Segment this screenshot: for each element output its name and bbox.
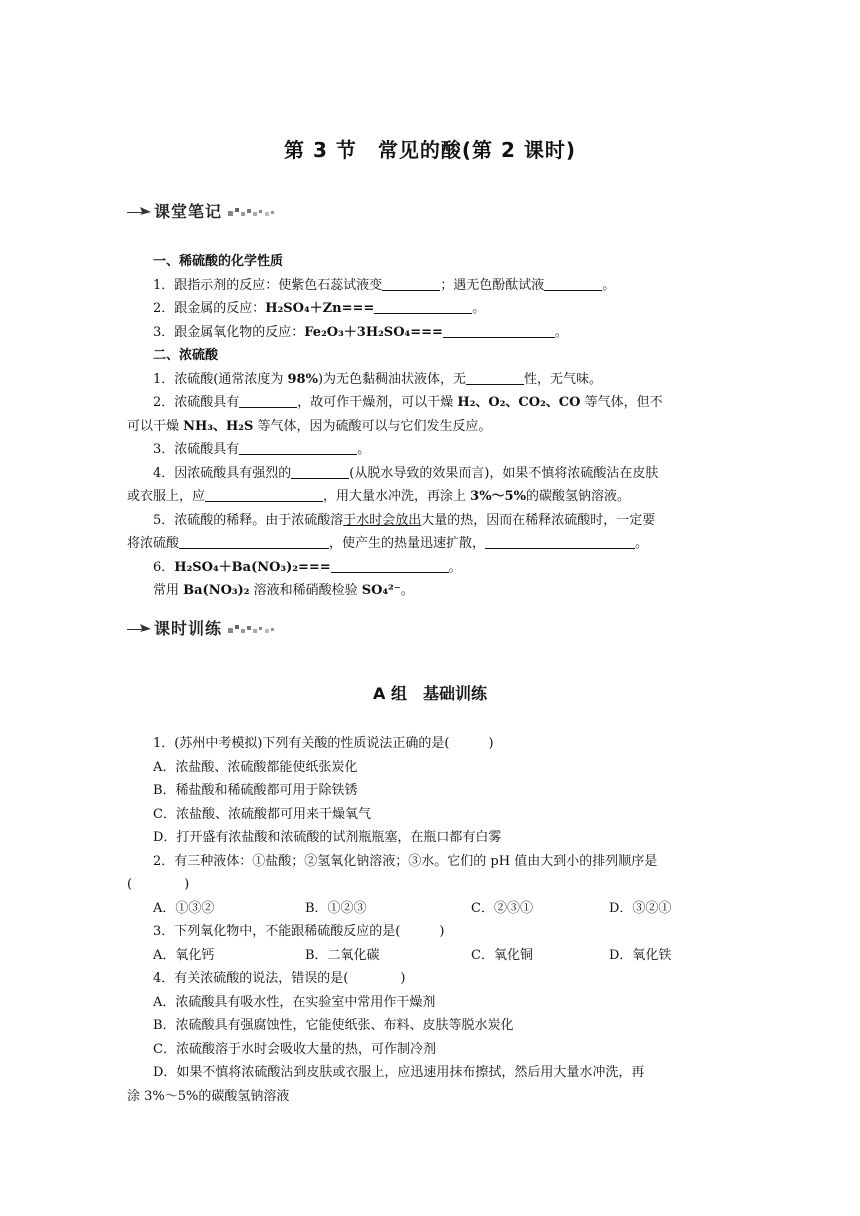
fill-blank[interactable] — [239, 392, 297, 408]
text: H₂、O₂、CO₂、CO — [457, 395, 581, 410]
text: 于水时会放出 — [343, 512, 422, 528]
text: 6． — [153, 559, 175, 575]
fill-blank[interactable] — [179, 533, 329, 549]
fill-blank[interactable] — [291, 463, 349, 479]
option-c[interactable]: C．浓盐酸、浓硫酸都可用来干燥氧气 — [153, 806, 371, 822]
fill-blank[interactable] — [466, 369, 524, 385]
arrow-icon — [126, 204, 152, 216]
text: 可以干燥 — [127, 418, 184, 434]
conc-5 — [127, 509, 737, 533]
text: 将浓硫酸 — [127, 536, 180, 551]
conc-2-cont — [127, 415, 737, 439]
fill-blank[interactable] — [331, 557, 449, 573]
fill-blank[interactable] — [544, 275, 602, 291]
equation: H₂SO₄＋Ba(NO₃)₂=== — [174, 559, 331, 575]
option-d[interactable]: D．氧化铁 — [609, 947, 672, 963]
option-c[interactable]: C．氧化铜 — [471, 947, 533, 963]
arrow-icon — [126, 621, 152, 633]
group-title: A 组 基础训练 — [373, 684, 487, 703]
fill-blank[interactable] — [443, 322, 555, 338]
option-a[interactable]: A．浓盐酸、浓硫酸都能使纸张炭化 — [153, 759, 358, 775]
text: NH₃、H₂S — [183, 418, 254, 434]
text: 3．跟金属氧化物的反应： — [153, 324, 305, 340]
class-notes — [127, 250, 737, 603]
text: ；遇无色酚酞试液 — [440, 277, 545, 293]
option-d[interactable]: D．③②① — [609, 900, 672, 916]
text: 性，无气味。 — [524, 371, 603, 387]
text: 。 — [602, 277, 616, 293]
text: 。 — [472, 301, 486, 316]
text: 等气体，但不 — [580, 395, 663, 410]
question-3: 3．下列氧化物中，不能跟稀硫酸反应的是( ) — [153, 924, 445, 939]
answer-paren: ( ) — [127, 877, 190, 892]
section-banner-notes — [126, 199, 276, 221]
text: 的碳酸氢钠溶液。 — [525, 489, 630, 504]
fill-blank[interactable] — [382, 275, 440, 291]
question-1: 1．(苏州中考模拟)下列有关酸的性质说法正确的是( ) — [153, 736, 494, 751]
option-b[interactable]: B．二氧化碳 — [305, 947, 380, 963]
option-d[interactable]: D．打开盛有浓盐酸和浓硫酸的试剂瓶瓶塞，在瓶口都有白雾 — [153, 830, 502, 845]
text: (从脱水导致的效果而言)，如果不慎将浓硫酸沾在皮肤 — [349, 465, 659, 481]
text: 。 — [357, 442, 371, 457]
fill-blank[interactable] — [374, 298, 472, 314]
conc-7 — [127, 579, 737, 603]
option-b[interactable]: B．①②③ — [305, 900, 367, 916]
note-2 — [127, 297, 737, 321]
notes-heading-dilute: 一、稀硫酸的化学性质 — [153, 254, 284, 269]
options-row — [127, 897, 737, 921]
option-a[interactable]: A．氧化钙 — [153, 947, 215, 963]
equation: H₂SO₄＋Zn=== — [265, 301, 375, 316]
conc-5-cont — [127, 532, 737, 556]
banner-label: 课时训练 — [154, 618, 223, 638]
option-b[interactable]: B．稀盐酸和稀硫酸都可用于除铁锈 — [153, 783, 358, 798]
fill-blank[interactable] — [239, 439, 357, 455]
text: 溶液和稀硝酸检验 — [249, 583, 362, 598]
text: 2．浓硫酸具有 — [153, 395, 240, 410]
equation: Fe₂O₃＋3H₂SO₄=== — [304, 324, 443, 340]
text: 2．跟金属的反应： — [153, 301, 266, 316]
text: SO₄²⁻ — [361, 583, 401, 598]
fill-blank[interactable] — [485, 533, 635, 549]
option-a[interactable]: A．浓硫酸具有吸水性，在实验室中常用作干燥剂 — [153, 994, 436, 1010]
text: 或衣服上，应 — [127, 489, 206, 504]
fill-blank[interactable] — [205, 486, 323, 502]
conc-4 — [127, 462, 737, 486]
option-c[interactable]: C．②③① — [471, 900, 533, 916]
text: )为无色黏稠油状液体，无 — [317, 371, 467, 387]
text: 。 — [448, 559, 462, 575]
dots-decoration-icon — [228, 620, 276, 634]
note-1 — [127, 274, 737, 298]
text: ，使产生的热量迅速扩散， — [329, 536, 486, 551]
conc-1 — [127, 368, 737, 392]
question-4: 4．有关浓硫酸的说法，错误的是( ) — [153, 971, 406, 986]
banner-label: 课堂笔记 — [154, 201, 223, 221]
conc-3 — [127, 438, 737, 462]
text: Ba(NO₃)₂ — [183, 583, 250, 598]
text: 1．浓硫酸(通常浓度为 — [153, 371, 288, 387]
conc-4-cont — [127, 485, 737, 509]
text: 常用 — [153, 583, 184, 598]
note-3 — [127, 321, 737, 345]
text: 大量的热，因而在稀释浓硫酸时，一定要 — [421, 512, 656, 528]
question-list — [127, 732, 737, 1108]
text: 5．浓硫酸的稀释。由于浓硫酸溶 — [153, 512, 344, 528]
text: 4．因浓硫酸具有强烈的 — [153, 465, 292, 481]
text: ，故可作干燥剂，可以干燥 — [297, 395, 458, 410]
text: 。 — [554, 324, 568, 340]
text: 1．跟指示剂的反应：使紫色石蕊试液变 — [153, 277, 383, 293]
conc-6 — [127, 556, 737, 580]
option-d[interactable]: D．如果不慎将浓硫酸沾到皮肤或衣服上，应迅速用抹布擦拭，然后用大量水冲洗，再 — [153, 1065, 645, 1080]
dots-decoration-icon — [228, 203, 276, 217]
conc-2 — [127, 391, 737, 415]
option-d-cont: 涂 3%～5%的碳酸氢钠溶液 — [127, 1088, 290, 1104]
option-b[interactable]: B．浓硫酸具有强腐蚀性，它能使纸张、布料、皮肤等脱水炭化 — [153, 1018, 514, 1033]
text: 。 — [635, 536, 649, 551]
text: 3．浓硫酸具有 — [153, 442, 240, 457]
options-row — [127, 944, 737, 968]
notes-heading-concentrated: 二、浓硫酸 — [153, 348, 219, 363]
text: 等气体，因为硫酸可以与它们发生反应。 — [253, 418, 492, 434]
text: 3%～5% — [470, 489, 526, 504]
option-a[interactable]: A．①③② — [153, 900, 215, 916]
text: 。 — [400, 583, 414, 598]
page-title: 第 3 节 常见的酸(第 2 课时) — [284, 138, 576, 162]
question-2: 2．有三种液体：①盐酸；②氢氧化钠溶液；③水。它们的 pH 值由大到小的排列顺序是 — [153, 853, 658, 869]
section-banner-training — [126, 616, 276, 638]
option-c[interactable]: C．浓硫酸溶于水时会吸收大量的热，可作制冷剂 — [153, 1041, 436, 1057]
text: 98% — [287, 371, 318, 387]
text: ，用大量水冲洗，再涂上 — [323, 489, 471, 504]
